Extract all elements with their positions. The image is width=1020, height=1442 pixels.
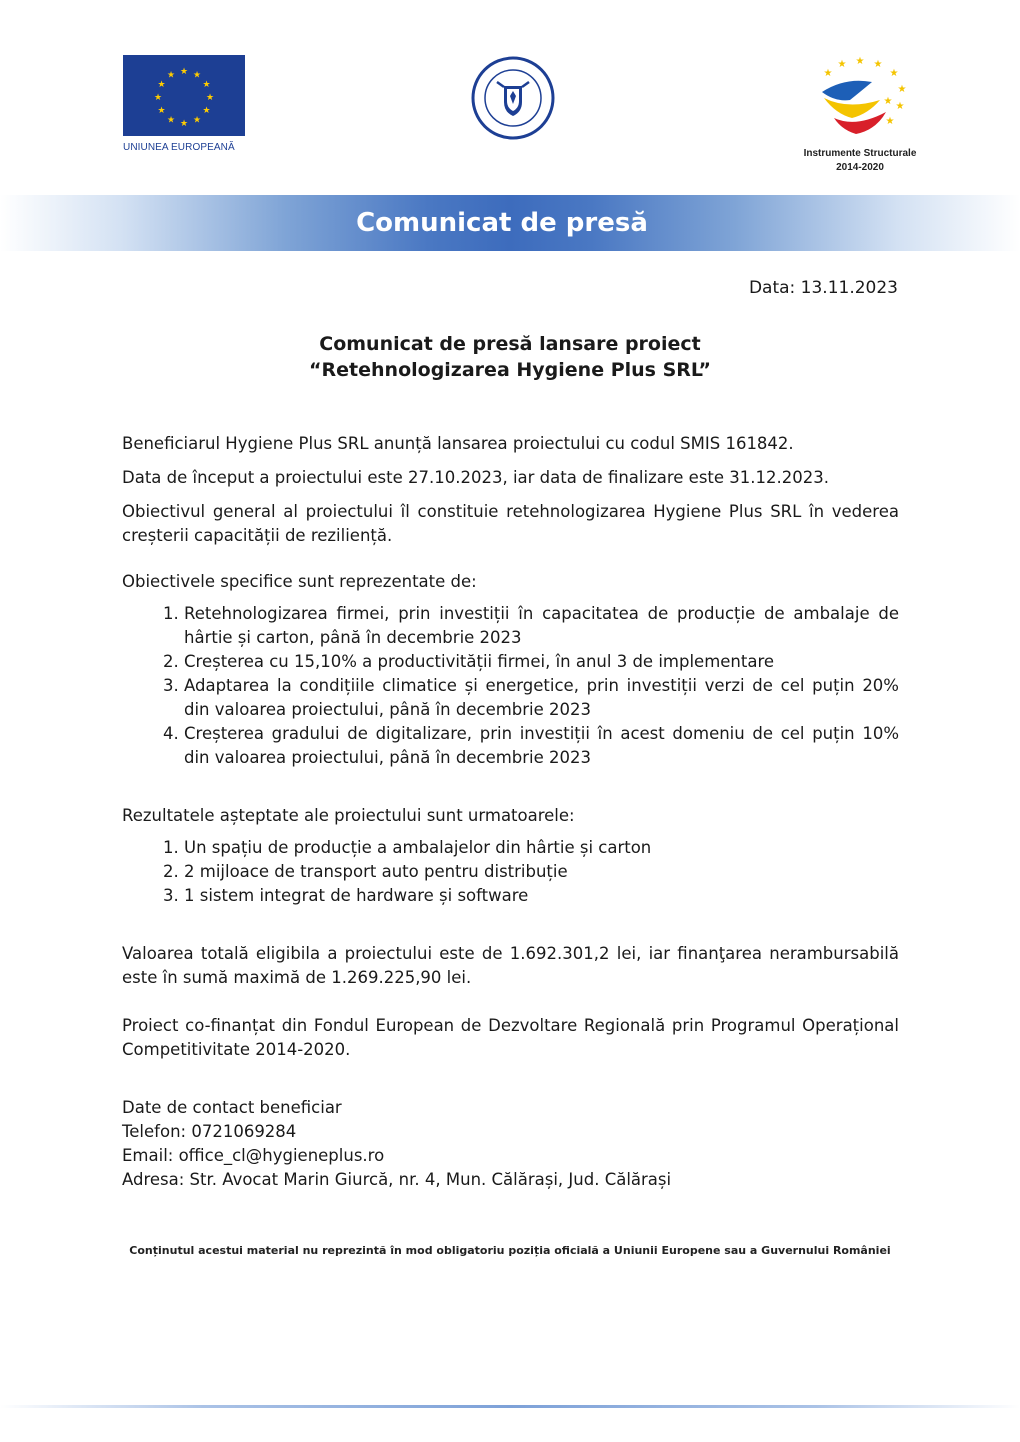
svg-text:★: ★ xyxy=(205,93,215,103)
svg-text:★: ★ xyxy=(166,115,176,126)
paragraph-beneficiary: Beneficiarul Hygiene Plus SRL anunță lansarea proiectului cu codul SMIS 161842. xyxy=(122,434,794,453)
svg-text:★: ★ xyxy=(157,106,166,116)
svg-text:★: ★ xyxy=(889,68,899,79)
svg-text:★: ★ xyxy=(192,115,202,126)
footer-disclaimer: Conținutul acestui material nu reprezintă în mod obligatoriu poziția oficială a Uniunii Europene sau a Guvernului României xyxy=(129,1244,891,1257)
document-title xyxy=(0,331,1020,383)
svg-text:★: ★ xyxy=(166,70,176,81)
paragraph-value: Valoarea totală eligibila a proiectului este de 1.692.301,2 lei, iar finanţarea nerambursabilă este în sumă maximă de 1.269.225,90 lei. xyxy=(122,944,899,987)
bottom-divider xyxy=(0,1405,1020,1408)
eu-logo xyxy=(123,55,247,153)
svg-text:★: ★ xyxy=(855,56,865,67)
is-caption-line1: Instrumente Structurale xyxy=(803,148,917,159)
svg-text:★: ★ xyxy=(202,80,211,90)
list-item: 2. 2 mijloace de transport auto pentru distribuție xyxy=(184,860,899,884)
government-seal-icon xyxy=(471,56,555,140)
svg-text:★: ★ xyxy=(897,84,907,95)
svg-text:★: ★ xyxy=(837,59,847,70)
svg-text:★: ★ xyxy=(823,68,833,79)
instrumente-structurale-logo xyxy=(790,52,930,174)
objectives-list xyxy=(122,602,899,770)
list-item: 1. Un spațiu de producție a ambalajelor din hârtie și carton xyxy=(184,836,899,860)
eu-flag-icon xyxy=(123,55,245,136)
svg-text:★: ★ xyxy=(873,59,883,70)
paragraph-general-objective: Obiectivul general al proiectului îl constituie retehnologizarea Hygiene Plus SRL în vederea creșterii capacității de reziliență. xyxy=(122,502,899,545)
list-item: 4. Creșterea gradului de digitalizare, prin investiții în acest domeniu de cel puțin 10% din valoarea proiectului, până în decembrie 2023 xyxy=(184,722,899,770)
svg-text:★: ★ xyxy=(883,96,893,107)
document-body xyxy=(122,432,899,1192)
list-item: 3. 1 sistem integrat de hardware și software xyxy=(184,884,899,908)
instrumente-structurale-icon xyxy=(790,52,930,142)
svg-text:★: ★ xyxy=(202,106,211,116)
svg-text:★: ★ xyxy=(179,119,189,129)
eu-caption: UNIUNEA EUROPEANĂ xyxy=(123,142,235,153)
contact-heading: Date de contact beneficiar xyxy=(122,1098,342,1117)
title-line-2: “Retehnologizarea Hygiene Plus SRL” xyxy=(309,359,711,381)
list-item: 2. Creșterea cu 15,10% a productivității firmei, în anul 3 de implementare xyxy=(184,650,899,674)
svg-text:★: ★ xyxy=(179,67,189,77)
results-list xyxy=(122,836,899,908)
contact-email: Email: office_cl@hygieneplus.ro xyxy=(122,1146,385,1165)
contact-address: Adresa: Str. Avocat Marin Giurcă, nr. 4, Mun. Călărași, Jud. Călărași xyxy=(122,1170,672,1189)
svg-text:★: ★ xyxy=(157,80,166,90)
document-date: Data: 13.11.2023 xyxy=(748,278,898,298)
contact-block xyxy=(122,1096,899,1192)
list-item: 1. Retehnologizarea firmei, prin investiții în capacitatea de producție de ambalaje de hârtie și carton, până în decembrie 2023 xyxy=(184,602,899,650)
results-intro: Rezultatele așteptate ale proiectului sunt urmatoarele: xyxy=(122,806,575,825)
paragraph-dates: Data de început a proiectului este 27.10.2023, iar data de finalizare este 31.12.2023. xyxy=(122,468,830,487)
paragraph-cofinance: Proiect co-finanțat din Fondul European de Dezvoltare Regională prin Programul Operațional Competitivitate 2014-2020. xyxy=(122,1016,899,1059)
contact-phone: Telefon: 0721069284 xyxy=(122,1122,297,1141)
list-item: 3. Adaptarea la condițiile climatice și energetice, prin investiții verzi de cel puțin 20% din valoarea proiectului, până în decembrie 2023 xyxy=(184,674,899,722)
svg-text:★: ★ xyxy=(153,93,163,103)
is-caption-line2: 2014-2020 xyxy=(836,162,884,173)
title-line-1: Comunicat de presă lansare proiect xyxy=(319,333,701,355)
svg-text:★: ★ xyxy=(192,70,202,81)
government-seal xyxy=(471,56,555,140)
svg-text:★: ★ xyxy=(885,116,895,127)
svg-text:★: ★ xyxy=(895,101,905,112)
objectives-intro: Obiectivele specifice sunt reprezentate de: xyxy=(122,572,477,591)
banner-title: Comunicat de presă xyxy=(356,208,648,238)
